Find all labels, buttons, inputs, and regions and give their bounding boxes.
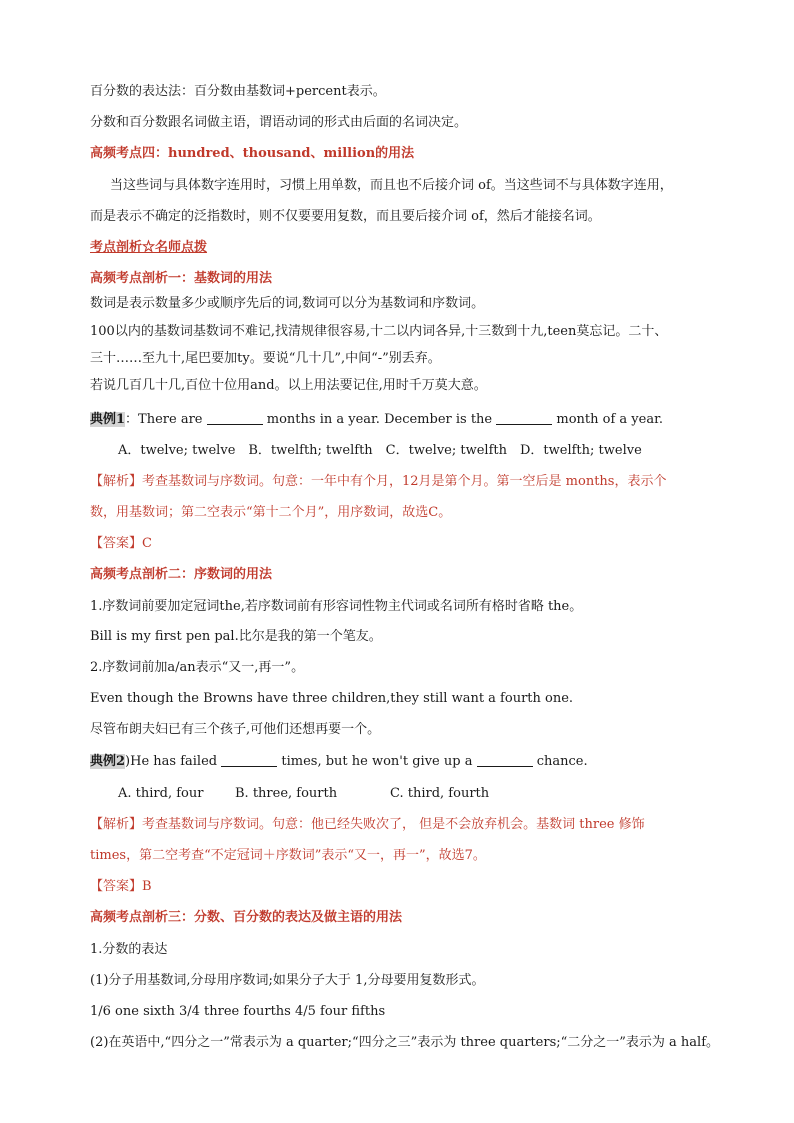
answer: 【答案】B (90, 879, 152, 894)
analysis: times，第二空考查“不定冠词＋序数词”表示“又一，再一”，故选7。 (90, 848, 486, 863)
example-tag: 典例2 (90, 754, 126, 769)
paragraph: 数词是表示数量多少或顺序先后的词,数词可以分为基数词和序数词。 (90, 296, 485, 311)
subsection-heading: 高频考点剖析二：序数词的用法 (90, 567, 273, 582)
answer: 【答案】C (90, 536, 152, 551)
paragraph: 1.序数词前要加定冠词the,若序数词前有形容词性物主代词或名词所有格时省略 the。 (90, 599, 583, 614)
section-title: 考点剖析☆名师点拨 (90, 240, 208, 255)
paragraph: 1.分数的表达 (90, 942, 168, 957)
analysis: 【解析】考查基数词与序数词。句意：他已经失败次了， 但是不会放弃机会。基数词 three 修饰 (90, 817, 645, 832)
answer-blank (221, 754, 277, 767)
paragraph: 若说几百几十几,百位十位用and。以上用法要记住,用时千万莫大意。 (90, 378, 487, 393)
paragraph: 尽管布朗夫妇已有三个孩子,可他们还想再要一个。 (90, 722, 381, 737)
analysis: 数，用基数词；第二空表示“第十二个月”，用序数词，故选C。 (90, 505, 452, 520)
subsection-heading: 高频考点剖析三：分数、百分数的表达及做主语的用法 (90, 910, 403, 925)
paragraph: 100以内的基数词基数词不难记,找清规律很容易,十二以内词各异,十三数到十九,teen莫忘记。二十、 (90, 324, 668, 339)
options: A．twelve; twelve B．twelfth; twelfth C．twelve; twelfth D．twelfth; twelve (118, 443, 642, 458)
paragraph: 三十……至九十,尾巴要加ty。要说“几十几”,中间“-”别丢弃。 (90, 351, 441, 366)
paragraph: (2)在英语中,“四分之一”常表示为 a quarter;“四分之三”表示为 three quarters;“二分之一”表示为 a half。 (90, 1035, 720, 1050)
paragraph: (1)分子用基数词,分母用序数词;如果分子大于 1,分母要用复数形式。 (90, 973, 485, 988)
option-a: A. third, four (118, 786, 204, 801)
answer-blank (477, 754, 533, 767)
paragraph: 而是表示不确定的泛指数时，则不仅要要用复数，而且要后接介词 of，然后才能接名词。 (90, 209, 601, 224)
paragraph: 百分数的表达法：百分数由基数词+percent表示。 (90, 84, 386, 99)
answer-blank (207, 412, 263, 425)
example-question: 典例2)He has failed times, but he won't give up a chance. (90, 754, 588, 769)
paragraph: 1/6 one sixth 3/4 three fourths 4/5 four fifths (90, 1004, 386, 1019)
paragraph: Even though the Browns have three children,they still want a fourth one. (90, 691, 574, 706)
option-c: C. third, fourth (390, 786, 490, 801)
paragraph: 2.序数词前加a/an表示“又一,再一”。 (90, 660, 305, 675)
example-question: 典例1：There are months in a year. December is the month of a year. (90, 412, 664, 427)
subsection-heading: 高频考点剖析一：基数词的用法 (90, 271, 273, 286)
example-tag: 典例1 (90, 412, 126, 427)
paragraph: 分数和百分数跟名词做主语，谓语动词的形式由后面的名词决定。 (90, 115, 468, 130)
option-b: B. three, fourth (235, 786, 338, 801)
paragraph: 当这些词与具体数字连用时，习惯上用单数，而且也不后接介词 of。当这些词不与具体数字连用， (110, 178, 673, 193)
section-heading: 高频考点四：hundred、thousand、million的用法 (90, 146, 415, 161)
answer-blank (496, 412, 552, 425)
analysis: 【解析】考查基数词与序数词。句意：一年中有个月，12月是第个月。第一空后是 months，表示个 (90, 474, 667, 489)
paragraph: Bill is my first pen pal.比尔是我的第一个笔友。 (90, 629, 382, 644)
